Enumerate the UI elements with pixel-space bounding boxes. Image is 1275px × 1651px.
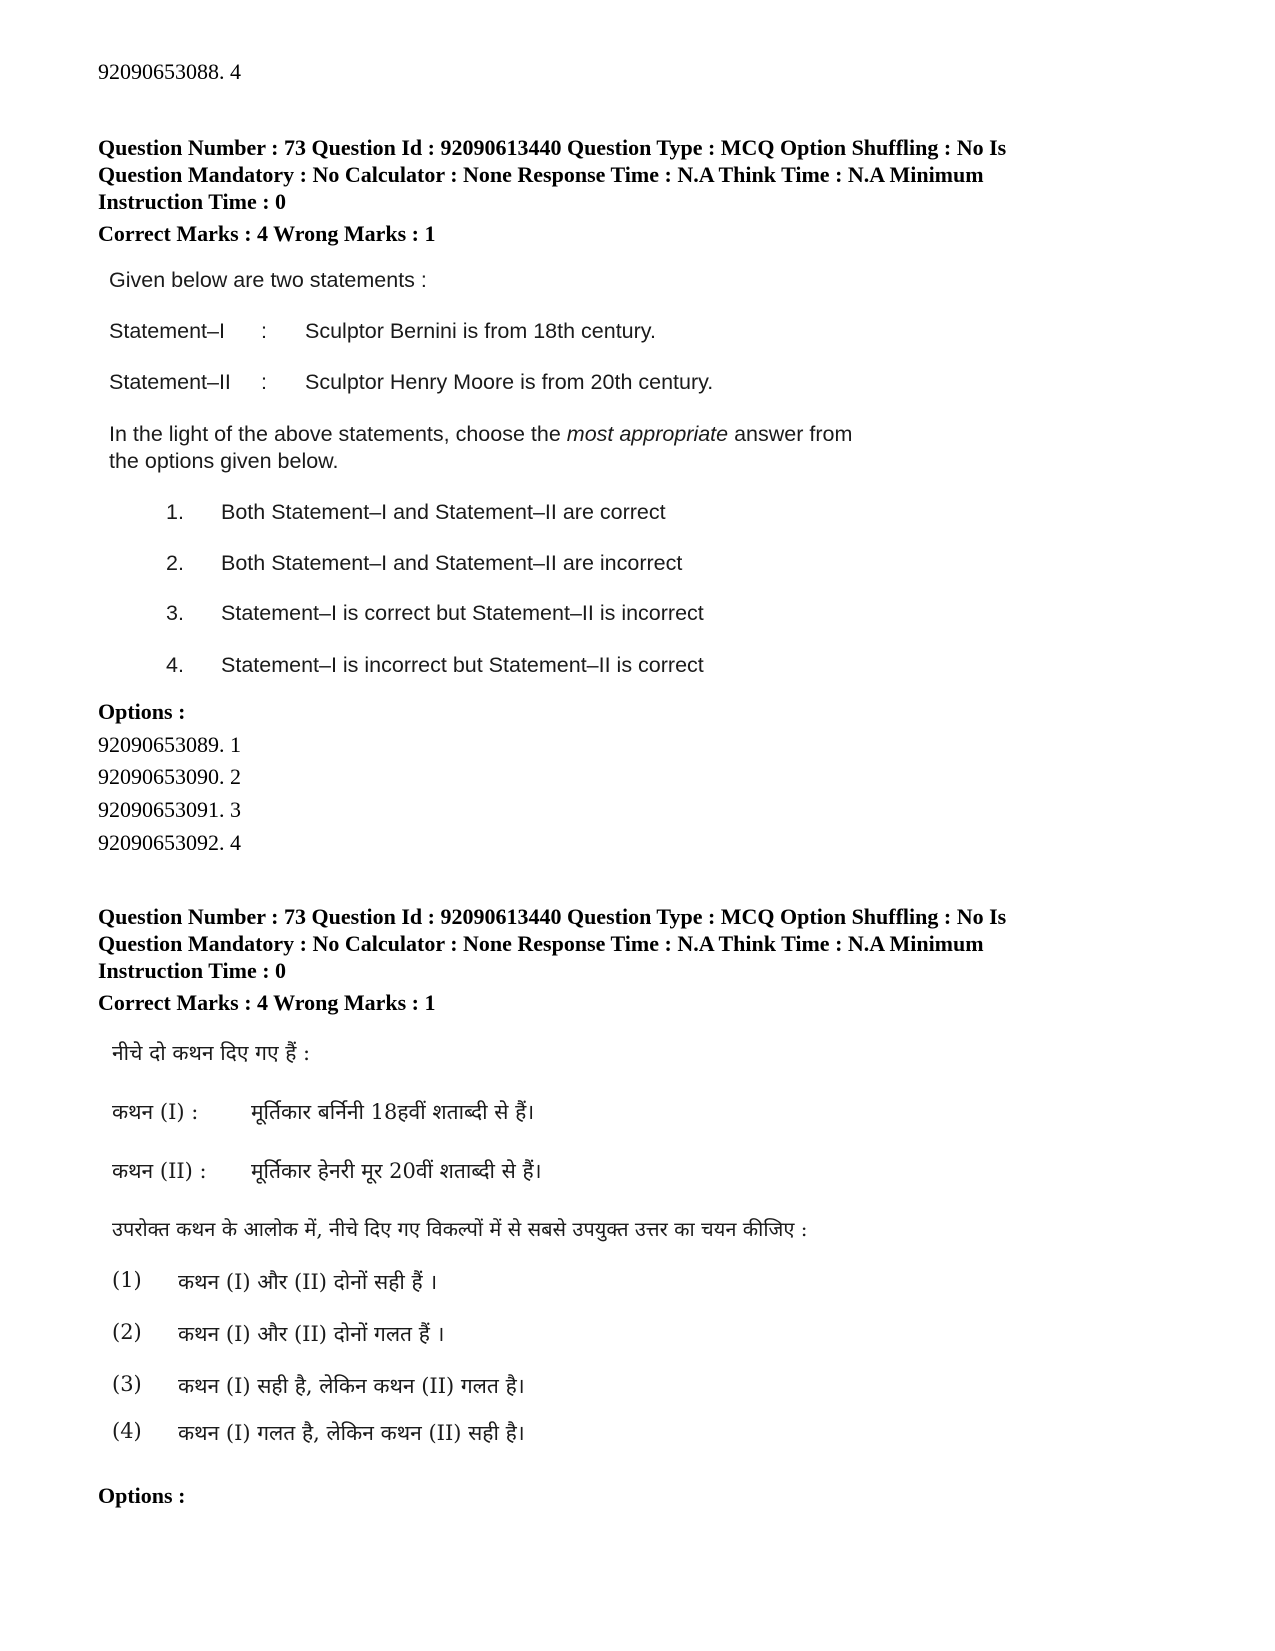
- q1-choice-text: Statement–I is incorrect but Statement–II is correct: [221, 653, 704, 677]
- q1-options-label: Options :: [98, 699, 186, 724]
- q1-statement-2-text: Sculptor Henry Moore is from 20th century.: [305, 370, 714, 394]
- q2-choice-num: (2): [112, 1320, 142, 1344]
- q1-choice-num: 1.: [166, 500, 184, 524]
- q1-choose-pre: In the light of the above statements, choose the: [109, 422, 567, 446]
- q1-choose-line-1: [109, 422, 852, 447]
- previous-option-line: 92090653088. 4: [98, 59, 241, 84]
- q2-marks: Correct Marks : 4 Wrong Marks : 1: [98, 990, 436, 1015]
- q1-statement-1-label: Statement–I: [109, 319, 225, 343]
- q2-meta-line-3: Instruction Time : 0: [98, 958, 287, 983]
- q1-choose-post: answer from: [728, 422, 853, 446]
- q2-meta-line-1: Question Number : 73 Question Id : 92090613440 Question Type : MCQ Option Shuffling : No Is: [98, 904, 1007, 929]
- q2-choice-num: (3): [112, 1372, 142, 1396]
- q1-choice-text: Both Statement–I and Statement–II are incorrect: [221, 551, 683, 575]
- q2-choice-num: (4): [112, 1419, 142, 1443]
- q1-choose-line-2: the options given below.: [109, 449, 339, 473]
- q1-statement-1-colon: :: [261, 319, 267, 343]
- q1-option-row: 92090653090. 2: [98, 764, 241, 789]
- q2-choice-num: (1): [112, 1268, 142, 1292]
- q1-statement-2-colon: :: [261, 370, 267, 394]
- q1-option-row: 92090653089. 1: [98, 732, 241, 757]
- q2-statement-2-label: कथन (II) :: [112, 1159, 207, 1183]
- q1-option-row: 92090653091. 3: [98, 797, 241, 822]
- q1-statement-2-label: Statement–II: [109, 370, 231, 394]
- q2-choice-text: कथन (I) और (II) दोनों सही हैं ।: [178, 1270, 438, 1294]
- q1-statement-1-text: Sculptor Bernini is from 18th century.: [305, 319, 656, 343]
- q1-choose-emphasis: most appropriate: [566, 422, 729, 446]
- q1-meta-line-3: Instruction Time : 0: [98, 189, 287, 214]
- q1-meta-line-2: Question Mandatory : No Calculator : None Response Time : N.A Think Time : N.A Minimum: [98, 162, 984, 187]
- q2-meta-line-2: Question Mandatory : No Calculator : None Response Time : N.A Think Time : N.A Minimum: [98, 931, 984, 956]
- q1-choice-text: Both Statement–I and Statement–II are correct: [221, 500, 666, 524]
- q2-statement-1-label: कथन (I) :: [112, 1100, 199, 1124]
- q2-choice-text: कथन (I) और (II) दोनों गलत हैं ।: [178, 1322, 445, 1346]
- q1-option-row: 92090653092. 4: [98, 830, 241, 855]
- q1-choice-num: 2.: [166, 551, 184, 575]
- q1-choice-num: 4.: [166, 653, 184, 677]
- q1-marks: Correct Marks : 4 Wrong Marks : 1: [98, 221, 436, 246]
- q2-intro: नीचे दो कथन दिए गए हैं :: [112, 1041, 311, 1065]
- q1-meta-line-1: Question Number : 73 Question Id : 92090613440 Question Type : MCQ Option Shuffling : No Is: [98, 135, 1007, 160]
- q2-choose: उपरोक्त कथन के आलोक में, नीचे दिए गए विकल्पों में से सबसे उपयुक्त उत्तर का चयन कीजिए :: [112, 1217, 808, 1241]
- q2-statement-2-text: मूर्तिकार हेनरी मूर 20वीं शताब्दी से हैं।: [251, 1159, 542, 1183]
- q2-options-label: Options :: [98, 1483, 186, 1508]
- q1-intro: Given below are two statements :: [109, 268, 427, 292]
- q2-statement-1-text: मूर्तिकार बर्निनी 18हवीं शताब्दी से हैं।: [251, 1100, 535, 1124]
- q1-choice-num: 3.: [166, 601, 184, 625]
- q2-choice-text: कथन (I) सही है, लेकिन कथन (II) गलत है।: [178, 1374, 525, 1398]
- q2-choice-text: कथन (I) गलत है, लेकिन कथन (II) सही है।: [178, 1421, 525, 1445]
- q1-choice-text: Statement–I is correct but Statement–II is incorrect: [221, 601, 704, 625]
